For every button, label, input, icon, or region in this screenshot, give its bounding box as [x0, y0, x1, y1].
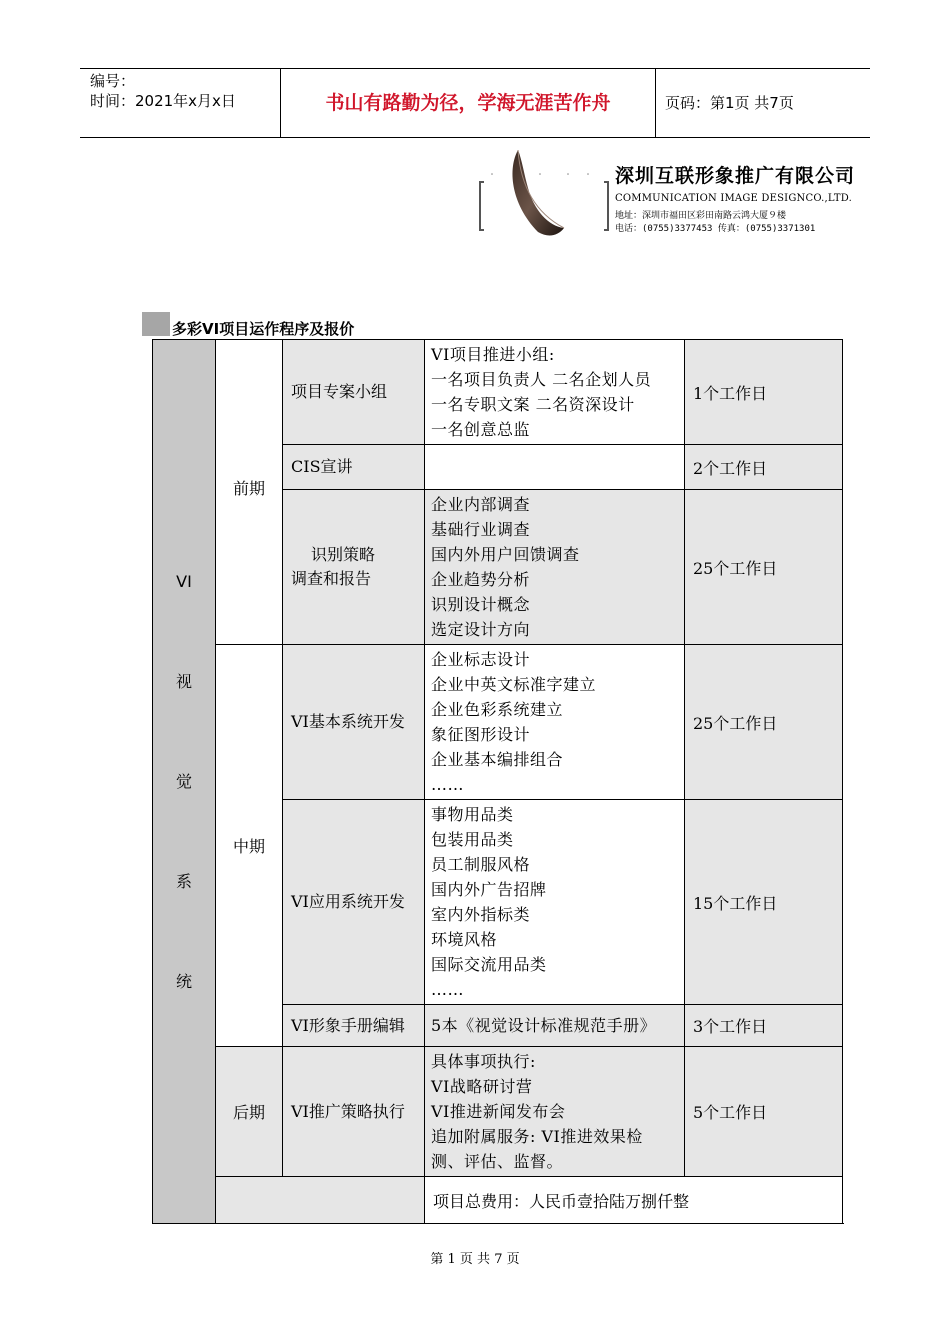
- company-english-name: COMMUNICATION IMAGE DESIGNCO.,LTD.: [615, 193, 853, 204]
- document-number-label: 编号：: [90, 72, 136, 90]
- detail-line: VI项目推进小组:: [431, 345, 555, 364]
- detail-line: 企业中英文标准字建立: [431, 675, 597, 694]
- detail-cell: [425, 800, 685, 1005]
- detail-line: 象征图形设计: [431, 725, 531, 744]
- detail-line: 具体事项执行:: [431, 1052, 536, 1071]
- detail-line: 企业趋势分析: [431, 570, 531, 589]
- detail-cell: [425, 340, 685, 445]
- detail-line: 一名专职文案 二名资深设计: [431, 395, 635, 414]
- detail-line: 环境风格: [431, 930, 498, 949]
- phase-middle: 中期: [216, 645, 283, 1047]
- phase-early: 前期: [216, 340, 283, 645]
- header-left-cell: [80, 69, 280, 137]
- page-footer: 第 1 页 共 7 页: [430, 1252, 520, 1267]
- detail-line: 员工制服风格: [431, 855, 531, 874]
- days-cell: 25个工作日: [685, 645, 843, 800]
- total-blank-cell: [216, 1177, 425, 1224]
- days-cell: 2个工作日: [685, 445, 843, 490]
- detail-line: ……: [431, 775, 464, 794]
- detail-line: 5本《视觉设计标准规范手册》: [431, 1016, 657, 1035]
- detail-line: 企业基本编排组合: [431, 750, 564, 769]
- item-cell: CIS宣讲: [283, 445, 425, 490]
- detail-line: 国内外用户回馈调查: [431, 545, 580, 564]
- company-logo-block: [478, 148, 858, 238]
- detail-cell: [425, 1047, 685, 1177]
- side-label-char: 统: [175, 971, 192, 991]
- header-motto: 书山有路勤为径，学海无涯苦作舟: [280, 69, 656, 137]
- detail-line: 室内外指标类: [431, 905, 531, 924]
- detail-line: VI战略研讨营: [431, 1077, 533, 1096]
- detail-cell-empty: [425, 445, 685, 490]
- days-cell: 25个工作日: [685, 490, 843, 645]
- item-line: 调查和报告: [291, 569, 372, 588]
- side-label-char: 系: [175, 871, 192, 891]
- side-label-char: 视: [175, 671, 192, 691]
- detail-line: 一名项目负责人 二名企划人员: [431, 370, 652, 389]
- table-row: [153, 1047, 843, 1177]
- company-address: 地址：深圳市福田区彩田南路云鸿大厦９楼: [615, 211, 787, 221]
- detail-line: ……: [431, 980, 464, 999]
- item-cell: VI基本系统开发: [283, 645, 425, 800]
- detail-line: 企业标志设计: [431, 650, 531, 669]
- detail-line: 识别设计概念: [431, 595, 531, 614]
- horn-logo-icon: [478, 148, 613, 238]
- days-cell: 1个工作日: [685, 340, 843, 445]
- detail-line: 企业色彩系统建立: [431, 700, 564, 719]
- detail-line: 测、评估、监督。: [431, 1152, 564, 1171]
- vi-process-table: [152, 339, 843, 1224]
- days-cell: 3个工作日: [685, 1005, 843, 1047]
- detail-cell: [425, 1005, 685, 1047]
- document-time-label: 时间：2021年x月x日: [90, 92, 236, 110]
- side-label-char: VI: [176, 571, 192, 591]
- detail-line: 追加附属服务: VI推进效果检: [431, 1127, 643, 1146]
- section-title: 多彩VI项目运作程序及报价: [172, 320, 355, 338]
- table-row: [153, 340, 843, 445]
- detail-line: 一名创意总监: [431, 420, 531, 439]
- detail-line: 选定设计方向: [431, 620, 531, 639]
- detail-line: 国内外广告招牌: [431, 880, 547, 899]
- item-cell: [283, 490, 425, 645]
- page-header: [80, 68, 870, 138]
- header-page-info: 页码：第1页 共7页: [665, 94, 794, 112]
- item-line: 识别策略: [311, 545, 376, 564]
- detail-line: 国际交流用品类: [431, 955, 547, 974]
- company-name: 深圳互联形象推广有限公司: [615, 165, 856, 187]
- detail-line: 事物用品类: [431, 805, 514, 824]
- vi-system-side-label: [153, 340, 216, 1224]
- days-cell: 15个工作日: [685, 800, 843, 1005]
- company-phone: 电话：(0755)3377453 传真：(0755)3371301: [615, 224, 816, 234]
- item-cell: VI形象手册编辑: [283, 1005, 425, 1047]
- total-row: [153, 1177, 843, 1224]
- item-cell: VI应用系统开发: [283, 800, 425, 1005]
- detail-line: 基础行业调查: [431, 520, 531, 539]
- total-fee: 项目总费用：人民币壹拾陆万捌仟整: [425, 1177, 843, 1224]
- detail-line: 包装用品类: [431, 830, 514, 849]
- detail-cell: [425, 645, 685, 800]
- heading-square-icon: [142, 312, 170, 336]
- detail-cell: [425, 490, 685, 645]
- detail-line: VI推进新闻发布会: [431, 1102, 566, 1121]
- detail-line: 企业内部调查: [431, 495, 531, 514]
- days-cell: 5个工作日: [685, 1047, 843, 1177]
- side-label-char: 觉: [175, 771, 192, 791]
- item-cell: 项目专案小组: [283, 340, 425, 445]
- phase-late: 后期: [216, 1047, 283, 1177]
- item-cell: VI推广策略执行: [283, 1047, 425, 1177]
- table-row: [153, 645, 843, 800]
